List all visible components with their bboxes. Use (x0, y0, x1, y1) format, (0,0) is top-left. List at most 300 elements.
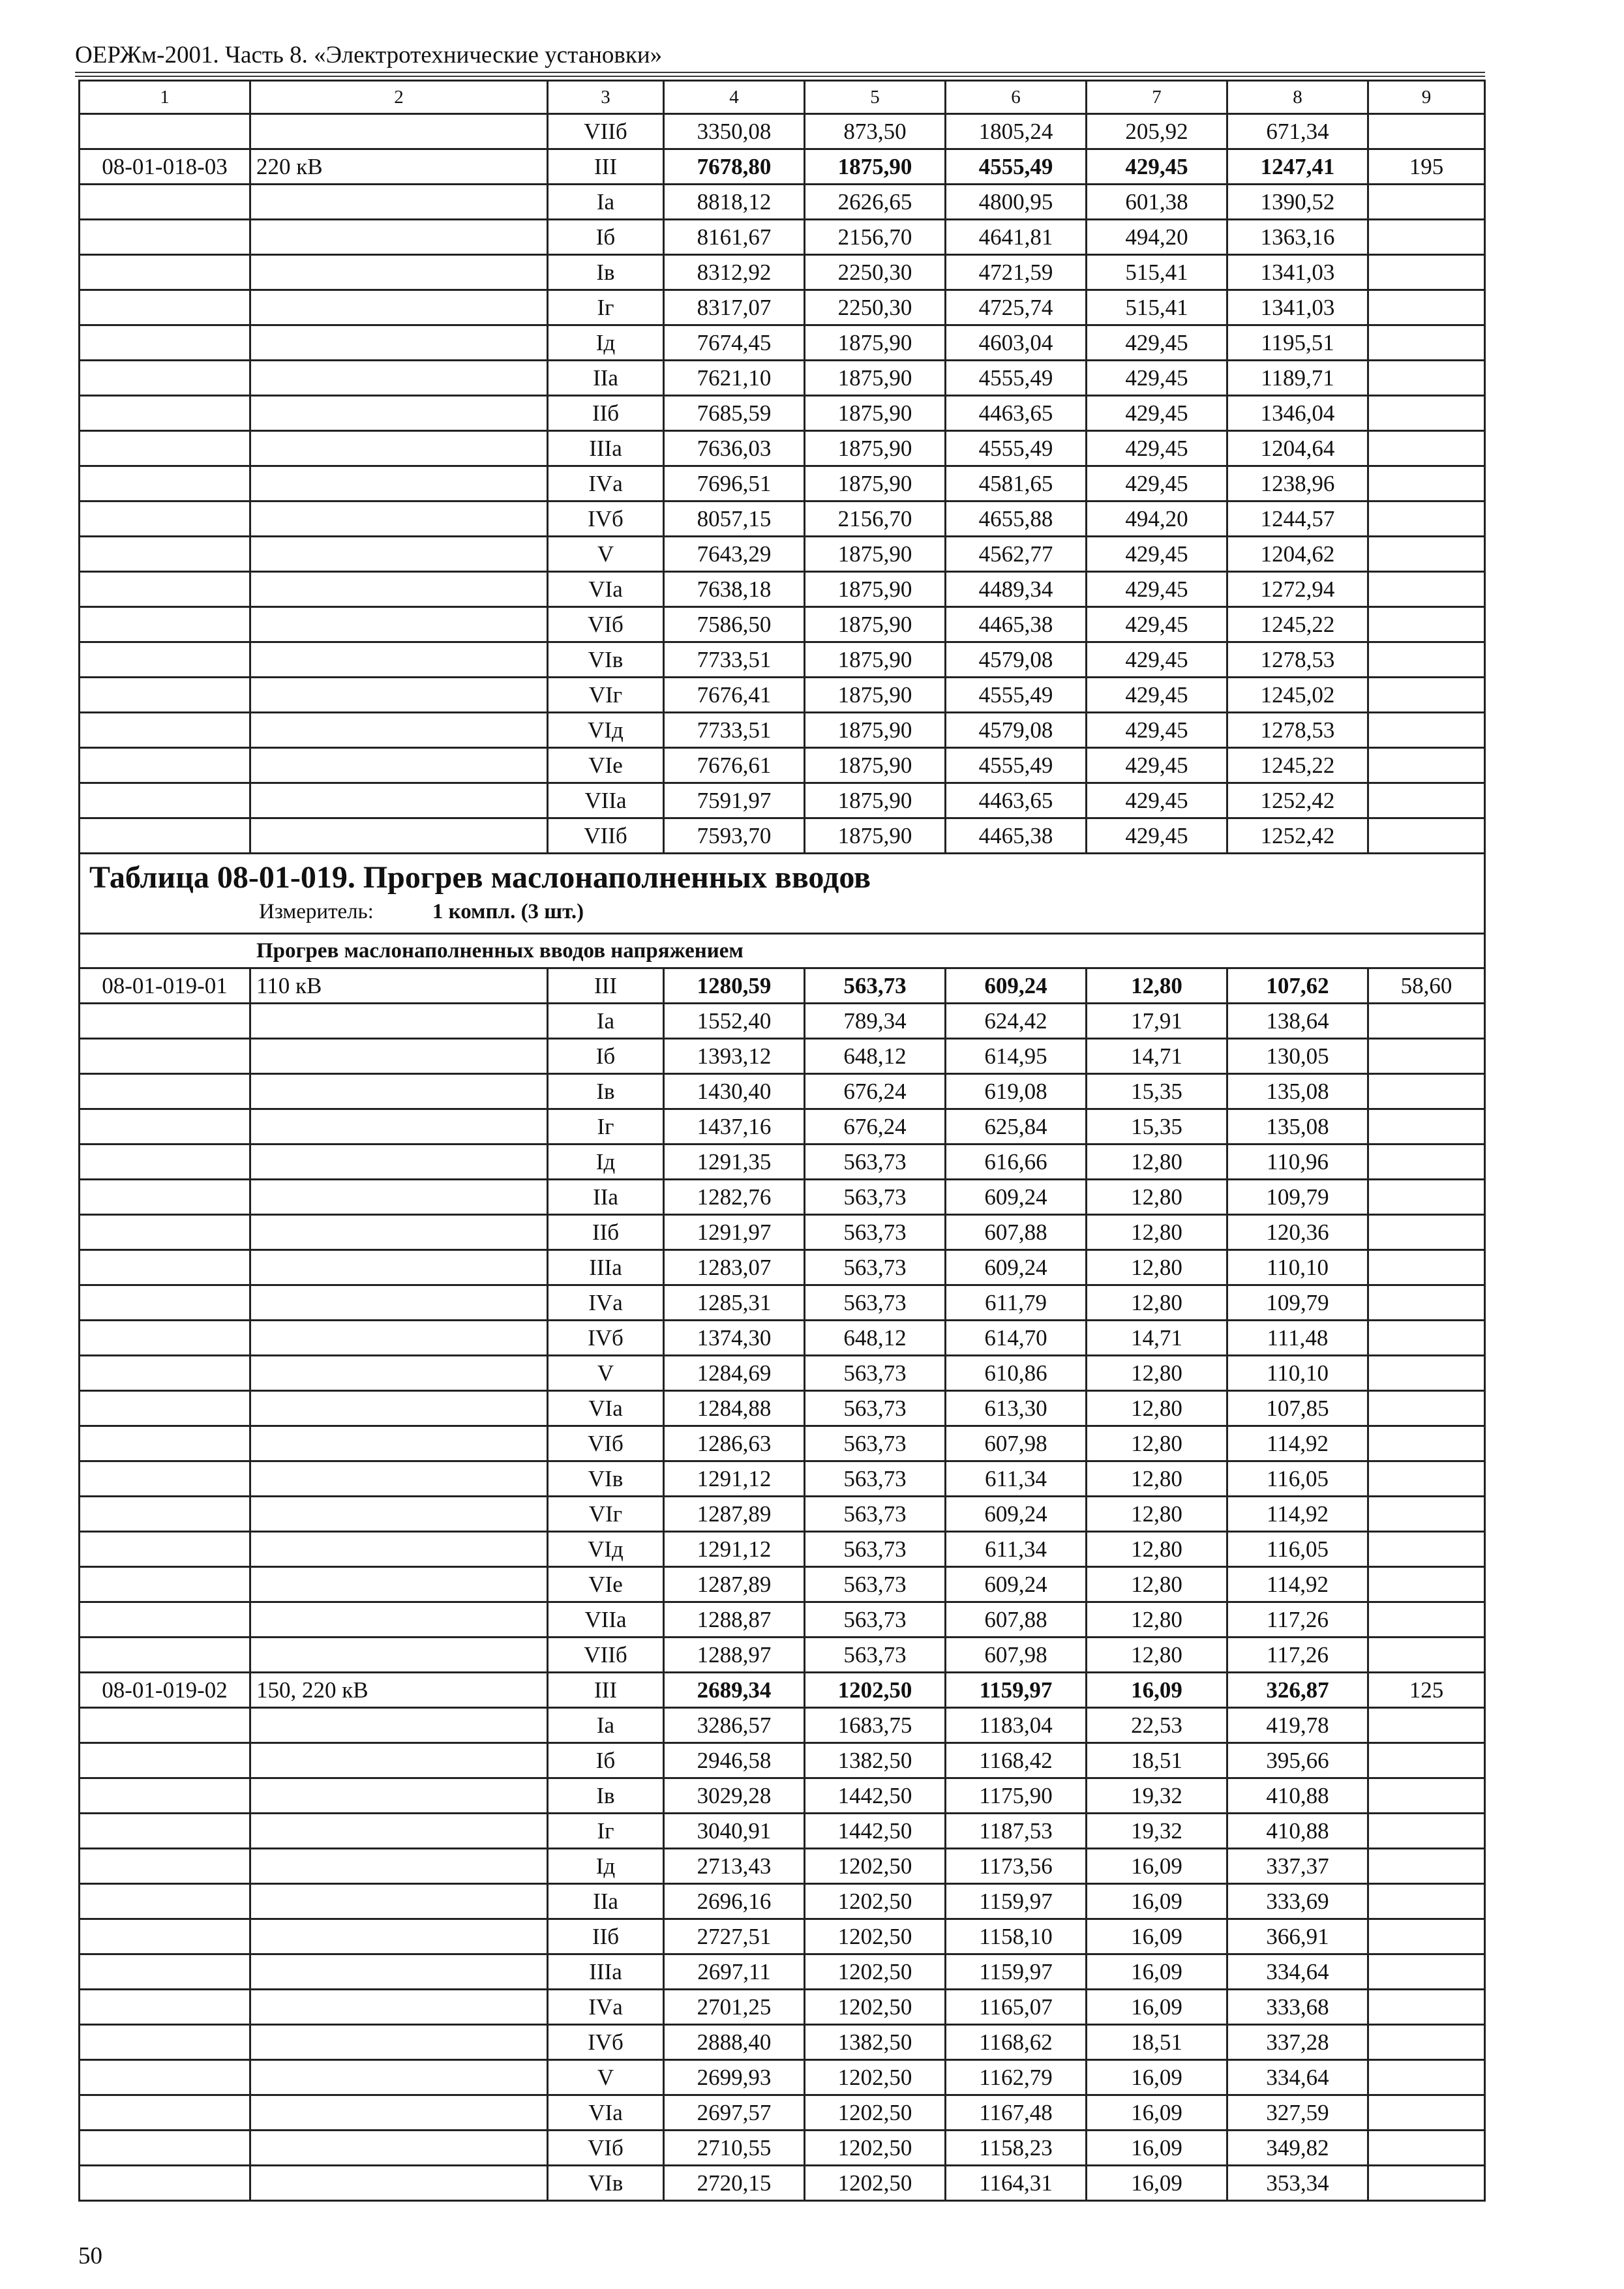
value-cell: 15,35 (1087, 1074, 1227, 1109)
code-cell: 08-01-019-02 (80, 1673, 250, 1708)
value-cell: 1202,50 (805, 2166, 946, 2201)
col9-cell (1368, 572, 1485, 607)
table-row (80, 1919, 1485, 1954)
zone-cell: Iв (548, 1778, 664, 1814)
value-cell: 205,92 (1087, 114, 1227, 149)
name-cell (250, 2166, 548, 2201)
value-cell: 607,98 (946, 1638, 1087, 1673)
table-row (80, 325, 1485, 361)
value-cell: 2156,70 (805, 501, 946, 537)
name-cell (250, 1356, 548, 1391)
value-cell: 609,24 (946, 1497, 1087, 1532)
value-cell: 4562,77 (946, 537, 1087, 572)
value-cell: 1162,79 (946, 2060, 1087, 2095)
value-cell: 337,28 (1227, 2025, 1368, 2060)
meter-value: 1 компл. (3 шт.) (432, 900, 584, 923)
value-cell: 1247,41 (1227, 149, 1368, 185)
table-title-cell (80, 854, 1485, 934)
value-cell: 1291,97 (664, 1215, 805, 1250)
price-table (78, 80, 1486, 2202)
zone-cell: IIIа (548, 1954, 664, 1990)
value-cell: 429,45 (1087, 572, 1227, 607)
table-row (80, 1391, 1485, 1426)
col9-cell (1368, 1884, 1485, 1919)
value-cell: 1875,90 (805, 713, 946, 748)
value-cell: 614,70 (946, 1321, 1087, 1356)
value-cell: 7636,03 (664, 431, 805, 466)
value-cell: 3040,91 (664, 1814, 805, 1849)
name-cell (250, 1144, 548, 1180)
name-cell (250, 396, 548, 431)
value-cell: 1204,62 (1227, 537, 1368, 572)
zone-cell: Iб (548, 220, 664, 255)
name-cell (250, 1109, 548, 1144)
zone-cell: VIд (548, 713, 664, 748)
value-cell: 429,45 (1087, 748, 1227, 783)
zone-cell: VIб (548, 1426, 664, 1461)
zone-cell: VIIб (548, 1638, 664, 1673)
name-cell: 220 кВ (250, 149, 548, 185)
section-subtitle: Прогрев маслонаполненных вводов напряжением (80, 934, 1485, 968)
value-cell: 7638,18 (664, 572, 805, 607)
value-cell: 563,73 (805, 1426, 946, 1461)
value-cell: 1875,90 (805, 396, 946, 431)
header-rule-double (75, 76, 1485, 77)
value-cell: 120,36 (1227, 1215, 1368, 1250)
code-cell (80, 642, 250, 678)
value-cell: 2626,65 (805, 185, 946, 220)
value-cell: 1280,59 (664, 968, 805, 1004)
col9-cell (1368, 501, 1485, 537)
value-cell: 4725,74 (946, 290, 1087, 325)
value-cell: 1168,42 (946, 1743, 1087, 1778)
value-cell: 429,45 (1087, 396, 1227, 431)
value-cell: 563,73 (805, 1497, 946, 1532)
value-cell: 18,51 (1087, 2025, 1227, 2060)
zone-cell: V (548, 2060, 664, 2095)
value-cell: 116,05 (1227, 1532, 1368, 1567)
code-cell (80, 1919, 250, 1954)
col9-cell (1368, 185, 1485, 220)
value-cell: 4721,59 (946, 255, 1087, 290)
code-cell (80, 607, 250, 642)
value-cell: 609,24 (946, 1180, 1087, 1215)
value-cell: 12,80 (1087, 1426, 1227, 1461)
col9-cell (1368, 713, 1485, 748)
value-cell: 4579,08 (946, 713, 1087, 748)
value-cell: 8312,92 (664, 255, 805, 290)
value-cell: 1875,90 (805, 431, 946, 466)
col9-cell (1368, 325, 1485, 361)
name-cell (250, 1215, 548, 1250)
value-cell: 609,24 (946, 1567, 1087, 1602)
value-cell: 563,73 (805, 1532, 946, 1567)
value-cell: 22,53 (1087, 1708, 1227, 1743)
table-row (80, 1567, 1485, 1602)
value-cell: 12,80 (1087, 1356, 1227, 1391)
code-cell (80, 1391, 250, 1426)
code-cell (80, 220, 250, 255)
table-row (80, 1004, 1485, 1039)
table-row (80, 290, 1485, 325)
value-cell: 7733,51 (664, 713, 805, 748)
table-row (80, 2025, 1485, 2060)
code-cell (80, 537, 250, 572)
col9-cell (1368, 642, 1485, 678)
value-cell: 410,88 (1227, 1778, 1368, 1814)
col9-cell (1368, 1391, 1485, 1426)
col9-cell (1368, 220, 1485, 255)
value-cell: 1382,50 (805, 1743, 946, 1778)
value-cell: 1875,90 (805, 537, 946, 572)
code-cell (80, 1778, 250, 1814)
value-cell: 563,73 (805, 1144, 946, 1180)
value-cell: 1278,53 (1227, 713, 1368, 748)
name-cell (250, 2060, 548, 2095)
code-cell (80, 1180, 250, 1215)
value-cell: 12,80 (1087, 1567, 1227, 1602)
col9-cell (1368, 1250, 1485, 1285)
col9-cell (1368, 1602, 1485, 1638)
zone-cell: VIа (548, 572, 664, 607)
name-cell (250, 1074, 548, 1109)
col9-cell (1368, 1497, 1485, 1532)
value-cell: 1393,12 (664, 1039, 805, 1074)
value-cell: 563,73 (805, 1567, 946, 1602)
value-cell: 1875,90 (805, 818, 946, 854)
zone-cell: III (548, 149, 664, 185)
code-cell: 08-01-019-01 (80, 968, 250, 1004)
value-cell: 12,80 (1087, 1250, 1227, 1285)
table-row (80, 1884, 1485, 1919)
name-cell (250, 537, 548, 572)
value-cell: 611,34 (946, 1461, 1087, 1497)
zone-cell: Iа (548, 185, 664, 220)
table-title: Таблица 08-01-019. Прогрев маслонаполненных вводов (89, 860, 871, 895)
value-cell: 12,80 (1087, 1532, 1227, 1567)
name-cell (250, 1743, 548, 1778)
col9-cell (1368, 1074, 1485, 1109)
table-row (80, 1743, 1485, 1778)
code-cell (80, 572, 250, 607)
value-cell: 7676,61 (664, 748, 805, 783)
value-cell: 1805,24 (946, 114, 1087, 149)
table-row (80, 2131, 1485, 2166)
col9-cell: 125 (1368, 1673, 1485, 1708)
zone-cell: IVа (548, 1990, 664, 2025)
zone-cell: VIв (548, 1461, 664, 1497)
value-cell: 12,80 (1087, 1461, 1227, 1497)
table-row (80, 1849, 1485, 1884)
value-cell: 616,66 (946, 1144, 1087, 1180)
name-cell (250, 1814, 548, 1849)
col9-cell (1368, 255, 1485, 290)
code-cell (80, 818, 250, 854)
value-cell: 114,92 (1227, 1426, 1368, 1461)
table-row (80, 1814, 1485, 1849)
value-cell: 1875,90 (805, 678, 946, 713)
value-cell: 1202,50 (805, 1849, 946, 1884)
value-cell: 1158,23 (946, 2131, 1087, 2166)
value-cell: 1390,52 (1227, 185, 1368, 220)
zone-cell: Iг (548, 1814, 664, 1849)
column-number-row (80, 81, 1485, 114)
code-cell (80, 783, 250, 818)
table-row (80, 1461, 1485, 1497)
col9-cell (1368, 1919, 1485, 1954)
value-cell: 16,09 (1087, 2131, 1227, 2166)
table-row (80, 678, 1485, 713)
col9-cell (1368, 818, 1485, 854)
value-cell: 12,80 (1087, 1144, 1227, 1180)
value-cell: 429,45 (1087, 537, 1227, 572)
value-cell: 2710,55 (664, 2131, 805, 2166)
col9-cell (1368, 114, 1485, 149)
value-cell: 429,45 (1087, 783, 1227, 818)
value-cell: 334,64 (1227, 2060, 1368, 2095)
value-cell: 2888,40 (664, 2025, 805, 2060)
value-cell: 18,51 (1087, 1743, 1227, 1778)
value-cell: 12,80 (1087, 1391, 1227, 1426)
name-cell (250, 572, 548, 607)
name-cell (250, 1708, 548, 1743)
zone-cell: III (548, 1673, 664, 1708)
value-cell: 4655,88 (946, 501, 1087, 537)
table-row (80, 572, 1485, 607)
value-cell: 8057,15 (664, 501, 805, 537)
value-cell: 1183,04 (946, 1708, 1087, 1743)
value-cell: 4489,34 (946, 572, 1087, 607)
value-cell: 1159,97 (946, 1954, 1087, 1990)
value-cell: 4555,49 (946, 748, 1087, 783)
value-cell: 1875,90 (805, 466, 946, 501)
col9-cell (1368, 748, 1485, 783)
zone-cell: VIв (548, 2166, 664, 2201)
value-cell: 116,05 (1227, 1461, 1368, 1497)
code-cell (80, 1743, 250, 1778)
col9-cell (1368, 1532, 1485, 1567)
value-cell: 1875,90 (805, 325, 946, 361)
value-cell: 429,45 (1087, 642, 1227, 678)
code-cell: 08-01-018-03 (80, 149, 250, 185)
code-cell (80, 255, 250, 290)
table-row (80, 1638, 1485, 1673)
code-cell (80, 2095, 250, 2131)
zone-cell: IIIа (548, 1250, 664, 1285)
value-cell: 4465,38 (946, 818, 1087, 854)
value-cell: 1159,97 (946, 1673, 1087, 1708)
code-cell (80, 325, 250, 361)
zone-cell: VIб (548, 607, 664, 642)
value-cell: 1202,50 (805, 2060, 946, 2095)
value-cell: 12,80 (1087, 1180, 1227, 1215)
value-cell: 7591,97 (664, 783, 805, 818)
name-cell (250, 1849, 548, 1884)
value-cell: 326,87 (1227, 1673, 1368, 1708)
table-row (80, 1321, 1485, 1356)
table-row (80, 1778, 1485, 1814)
meter-line (89, 897, 1475, 926)
value-cell: 1202,50 (805, 1884, 946, 1919)
code-cell (80, 1849, 250, 1884)
value-cell: 15,35 (1087, 1109, 1227, 1144)
table-row (80, 185, 1485, 220)
value-cell: 429,45 (1087, 431, 1227, 466)
table-row (80, 1602, 1485, 1638)
zone-cell: IIб (548, 1215, 664, 1250)
value-cell: 1282,76 (664, 1180, 805, 1215)
value-cell: 1167,48 (946, 2095, 1087, 2131)
zone-cell: IVа (548, 1285, 664, 1321)
col9-cell: 58,60 (1368, 968, 1485, 1004)
zone-cell: III (548, 968, 664, 1004)
value-cell: 4465,38 (946, 607, 1087, 642)
table-row (80, 1497, 1485, 1532)
value-cell: 16,09 (1087, 1919, 1227, 1954)
col9-cell (1368, 783, 1485, 818)
value-cell: 4603,04 (946, 325, 1087, 361)
name-cell (250, 1321, 548, 1356)
value-cell: 353,34 (1227, 2166, 1368, 2201)
zone-cell: VIв (548, 642, 664, 678)
name-cell (250, 783, 548, 818)
name-cell (250, 748, 548, 783)
code-cell (80, 1814, 250, 1849)
value-cell: 138,64 (1227, 1004, 1368, 1039)
table-row (80, 748, 1485, 783)
value-cell: 7621,10 (664, 361, 805, 396)
value-cell: 2699,93 (664, 2060, 805, 2095)
zone-cell: Iг (548, 290, 664, 325)
value-cell: 429,45 (1087, 361, 1227, 396)
value-cell: 12,80 (1087, 968, 1227, 1004)
value-cell: 2156,70 (805, 220, 946, 255)
code-cell (80, 1039, 250, 1074)
name-cell (250, 501, 548, 537)
code-cell (80, 1144, 250, 1180)
value-cell: 19,32 (1087, 1778, 1227, 1814)
name-cell (250, 607, 548, 642)
value-cell: 2701,25 (664, 1990, 805, 2025)
value-cell: 12,80 (1087, 1497, 1227, 1532)
value-cell: 1291,12 (664, 1461, 805, 1497)
value-cell: 2250,30 (805, 290, 946, 325)
value-cell: 110,10 (1227, 1250, 1368, 1285)
zone-cell: VIIа (548, 783, 664, 818)
zone-cell: IVб (548, 2025, 664, 2060)
value-cell: 563,73 (805, 1356, 946, 1391)
value-cell: 563,73 (805, 1250, 946, 1285)
value-cell: 349,82 (1227, 2131, 1368, 2166)
table-row (80, 501, 1485, 537)
value-cell: 1552,40 (664, 1004, 805, 1039)
value-cell: 1341,03 (1227, 290, 1368, 325)
value-cell: 1442,50 (805, 1778, 946, 1814)
name-cell (250, 1497, 548, 1532)
value-cell: 1363,16 (1227, 220, 1368, 255)
value-cell: 1158,10 (946, 1919, 1087, 1954)
value-cell: 563,73 (805, 1391, 946, 1426)
code-cell (80, 1426, 250, 1461)
code-cell (80, 1215, 250, 1250)
value-cell: 515,41 (1087, 290, 1227, 325)
col9-cell (1368, 2095, 1485, 2131)
value-cell: 676,24 (805, 1074, 946, 1109)
value-cell: 111,48 (1227, 1321, 1368, 1356)
value-cell: 4641,81 (946, 220, 1087, 255)
value-cell: 1291,35 (664, 1144, 805, 1180)
value-cell: 1683,75 (805, 1708, 946, 1743)
zone-cell: IIа (548, 1180, 664, 1215)
col9-cell (1368, 537, 1485, 572)
value-cell: 429,45 (1087, 818, 1227, 854)
value-cell: 1165,07 (946, 1990, 1087, 2025)
code-cell (80, 361, 250, 396)
value-cell: 4463,65 (946, 396, 1087, 431)
value-cell: 1202,50 (805, 2095, 946, 2131)
col9-cell (1368, 1321, 1485, 1356)
table-title-row (80, 854, 1485, 934)
value-cell: 8818,12 (664, 185, 805, 220)
table-row (80, 1109, 1485, 1144)
value-cell: 789,34 (805, 1004, 946, 1039)
col9-cell (1368, 1215, 1485, 1250)
col9-cell (1368, 431, 1485, 466)
code-cell (80, 748, 250, 783)
col9-cell (1368, 607, 1485, 642)
zone-cell: VIд (548, 1532, 664, 1567)
table-row (80, 396, 1485, 431)
code-cell (80, 1532, 250, 1567)
zone-cell: VIа (548, 1391, 664, 1426)
table-row (80, 1074, 1485, 1109)
value-cell: 410,88 (1227, 1814, 1368, 1849)
table-row (80, 2060, 1485, 2095)
value-cell: 7676,41 (664, 678, 805, 713)
value-cell: 7643,29 (664, 537, 805, 572)
col9-cell (1368, 1039, 1485, 1074)
col9-cell (1368, 1708, 1485, 1743)
zone-cell: VIIб (548, 114, 664, 149)
code-cell (80, 1321, 250, 1356)
value-cell: 3286,57 (664, 1708, 805, 1743)
col9-cell: 195 (1368, 149, 1485, 185)
column-number: 3 (548, 81, 664, 114)
table-row (80, 1708, 1485, 1743)
zone-cell: VIе (548, 1567, 664, 1602)
table-row (80, 2166, 1485, 2201)
value-cell: 619,08 (946, 1074, 1087, 1109)
zone-cell: VIб (548, 2131, 664, 2166)
value-cell: 16,09 (1087, 1673, 1227, 1708)
value-cell: 1875,90 (805, 783, 946, 818)
value-cell: 611,34 (946, 1532, 1087, 1567)
value-cell: 873,50 (805, 114, 946, 149)
value-cell: 7733,51 (664, 642, 805, 678)
table-row (80, 642, 1485, 678)
name-cell (250, 1391, 548, 1426)
zone-cell: IIб (548, 396, 664, 431)
code-cell (80, 431, 250, 466)
value-cell: 4555,49 (946, 678, 1087, 713)
value-cell: 107,62 (1227, 968, 1368, 1004)
name-cell (250, 1954, 548, 1990)
zone-cell: Iв (548, 1074, 664, 1109)
value-cell: 114,92 (1227, 1567, 1368, 1602)
zone-cell: V (548, 537, 664, 572)
table-row (80, 968, 1485, 1004)
zone-cell: V (548, 1356, 664, 1391)
